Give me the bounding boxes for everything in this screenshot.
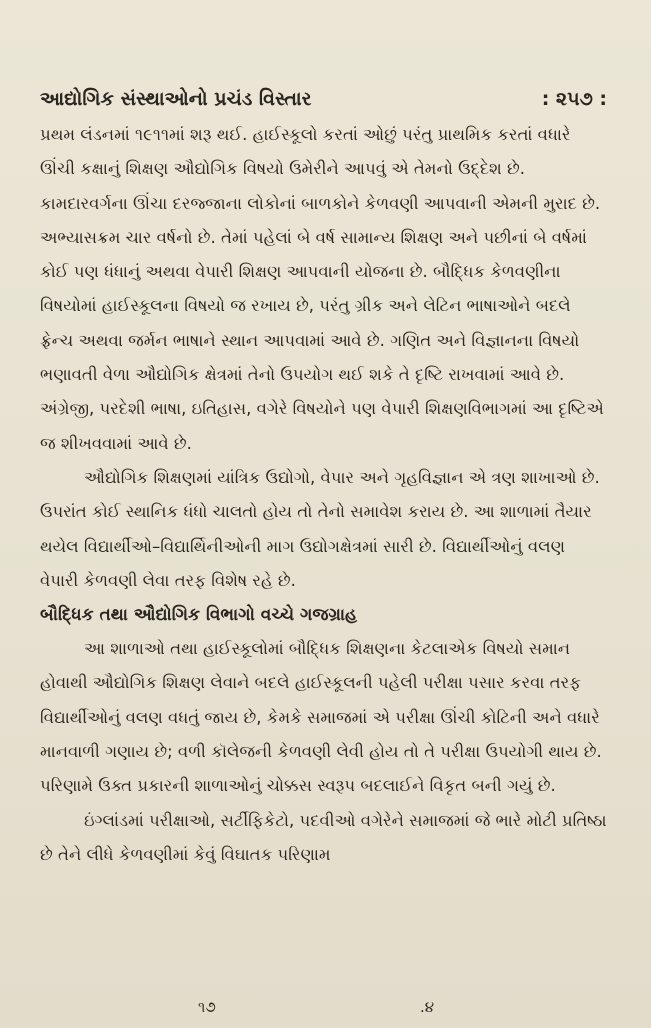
paragraph-england: ઇંગ્લાંડમાં પરીક્ષાઓ, સર્ટીફિકેટો, પદવીઓ વગેરેને સમાજમાં જે ભારે મોટી પ્રતિષ્ઠા છે તેને લીધે કેળવણીમાં કેવું વિઘાતક પરિણામ: [40, 810, 607, 864]
chapter-title: આદ્યોગિક સંસ્થાઓનો પ્રચંડ વિસ્તાર: [40, 88, 312, 110]
paragraph-branches: ઔદ્યોગિક શિક્ષણમાં યાંત્રિક ઉદ્યોગો, વેપાર અને ગૃહવિજ્ઞાન એ ત્રણ શાખાઓ છે. ઉપરાંત કોઈ સ્થાનિક ધંધો ચાલતો હોય તો તેનો સમાવેશ કરાય છે. આ શાળામાં તૈયાર થયેલ વિદ્યાર્થીઓ–વિદ્યાર્થિનીઓની માગ ઉદ્યોગક્ષેત્રમાં સારી છે. વિદ્યાર્થીઓનું વલણ વેપારી કેળવણી લેવા તરફ વિશેષ રહે છે.: [40, 467, 600, 590]
page-number: : ૨૫૭ :: [541, 88, 607, 110]
printer-mark: .૪: [420, 998, 435, 1016]
signature-mark: ૧૭: [198, 998, 216, 1016]
paragraph-conflict: આ શાળાઓ તથા હાઈસ્કૂલોમાં બૌદ્ધિક શિક્ષણના કેટલાએક વિષયો સમાન હોવાથી ઔદ્યોગિક શિક્ષણ લેવાને બદલે હાઈસ્કૂલની પહેલી પરીક્ષા પસાર કરવા તરફ વિદ્યાર્થીઓનું વલણ વધતું જાય છે, કેમકે સમાજમાં એ પરીક્ષા ઊંચી કોટિની અને વધારે માનવાળી ગણાય છે; વળી કૉલેજની કેળવણી લેવી હોય તો તે પરીક્ષા ઉપયોગી થાય છે. પરિણામે ઉક્ત પ્રકારની શાળાઓનું ચોક્કસ સ્વરૂપ બદલાઈને વિકૃત બની ગયું છે.: [40, 639, 602, 796]
running-header: [40, 88, 607, 110]
paragraph-intro: પ્રથમ લંડનમાં ૧૯૧૧માં શરૂ થઈ. હાઈસ્કૂલો કરતાં ઓછું પરંતુ પ્રાથમિક કરતાં વધારે ઊંચી કક્ષાનું શિક્ષણ ઔદ્યોગિક વિષયો ઉમેરીને આપવું એ તેમનો ઉદ્દેશ છે. કામદારવર્ગના ઊંચા દરજ્જાના લોકોનાં બાળકોને કેળવણી આપવાની એમની મુરાદ છે. અભ્યાસક્રમ ચાર વર્ષનો છે. તેમાં પહેલાં બે વર્ષ સામાન્ય શિક્ષણ અને પછીનાં બે વર્ષમાં કોઈ પણ ધંધાનું અથવા વેપારી શિક્ષણ આપવાની યોજના છે. બૌદ્ધિક કેળવણીના વિષયોમાં હાઈસ્કૂલના વિષયો જ રખાય છે, પરંતુ ગ્રીક અને લેટિન ભાષાઓને બદલે ફ્રેન્ચ અથવા જર્મન ભાષાને સ્થાન આપવામાં આવે છે. ગણિત અને વિજ્ઞાનના વિષયો ભણાવતી વેળા ઔદ્યોગિક ક્ષેત્રમાં તેનો ઉપયોગ થઈ શકે તે દૃષ્ટિ રાખવામાં આવે છે. અંગ્રેજી, પરદેશી ભાષા, ઇતિહાસ, વગેરે વિષયોને પણ વેપારી શિક્ષણવિભાગમાં આ દૃષ્ટિએ જ શીખવવામાં આવે છે.: [40, 125, 604, 453]
section-heading: બૌદ્ધિક તથા ઔદ્યોગિક વિભાગો વચ્ચે ગજગ્રાહ: [40, 605, 358, 626]
